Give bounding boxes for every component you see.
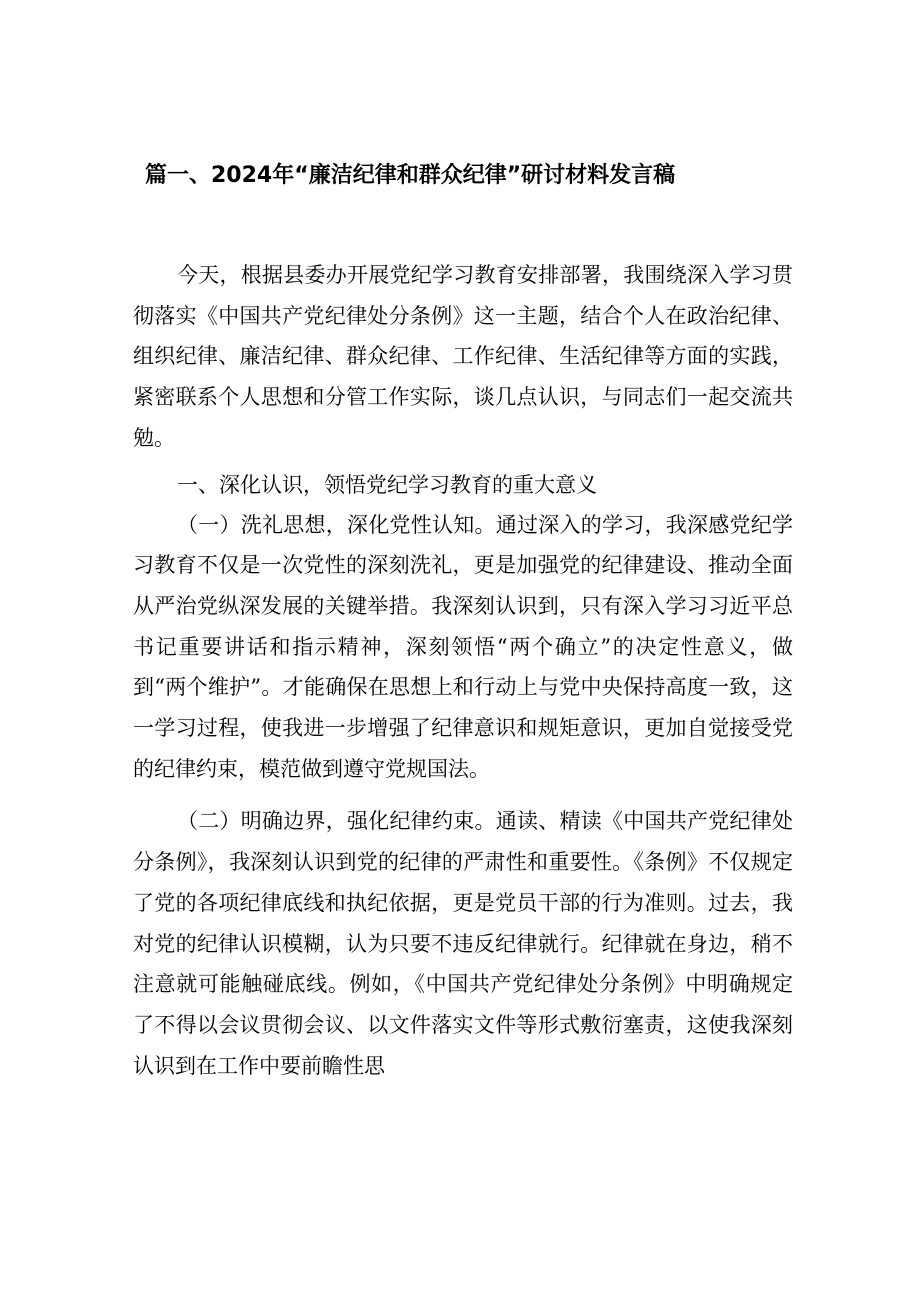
- paragraph-1-1: （一）洗礼思想，深化党性认知。通过深入的学习，我深感党纪学习教育不仅是一次党性的深刻洗礼，更是加强党的纪律建设、推动全面从严治党纵深发展的关键举措。我深刻认识到，只有深入学习习近平总书记重要讲话和指示精神，深刻领悟“两个确立”的决定性意义，做到“两个维护”。才能确保在思想上和行动上与党中央保持高度一致，这一学习过程，使我进一步增强了纪律意识和规矩意识，更加自觉接受党的纪律约束，模范做到遵守党规国法。: [133, 512, 793, 781]
- document-body: [133, 255, 793, 1086]
- intro-paragraph: 今天，根据县委办开展党纪学习教育安排部署，我围绕深入学习贯彻落实《中国共产党纪律处分条例》这一主题，结合个人在政治纪律、组织纪律、廉洁纪律、群众纪律、工作纪律、生活纪律等方面的实践，紧密联系个人思想和分管工作实际，谈几点认识，与同志们一起交流共勉。: [133, 263, 793, 450]
- paragraph-1-2: （二）明确边界，强化纪律约束。通读、精读《中国共产党纪律处分条例》，我深刻认识到党的纪律的严肃性和重要性。《条例》不仅规定了党的各项纪律底线和执纪依据，更是党员干部的行为准则。过去，我对党的纪律认识模糊，认为只要不违反纪律就行。纪律就在身边，稍不注意就可能触碰底线。例如，《中国共产党纪律处分条例》中明确规定了不得以会议贯彻会议、以文件落实文件等形式敷衍塞责，这使我深刻认识到在工作中要前瞻性思: [133, 809, 793, 1078]
- document-title: 篇一、2024年“廉洁纪律和群众纪律”研讨材料发言稿: [145, 163, 676, 188]
- section-heading-1: 一、深化认识，领悟党纪学习教育的重大意义: [177, 472, 597, 497]
